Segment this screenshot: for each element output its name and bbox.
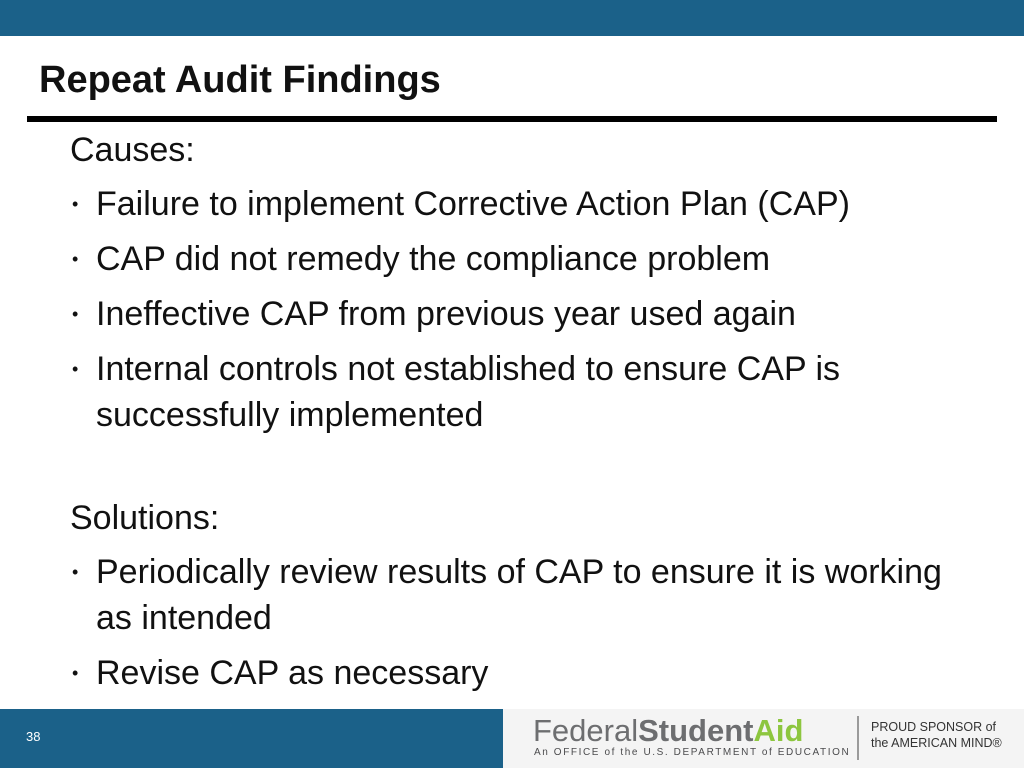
solutions-list (70, 549, 970, 696)
list-item (70, 549, 970, 641)
causes-list (70, 181, 970, 438)
footer-branding (503, 709, 1024, 768)
logo-tagline: An OFFICE of the U.S. DEPARTMENT of EDUCATION (534, 747, 851, 758)
list-item-text: Ineffective CAP from previous year used again (96, 295, 796, 333)
sponsor-line-2: the AMERICAN MIND® (871, 736, 1002, 750)
slide-body (70, 128, 970, 696)
causes-heading: Causes: (70, 131, 195, 169)
list-item (70, 346, 970, 438)
list-item (70, 650, 970, 696)
bullet-icon: • (72, 562, 79, 582)
list-item (70, 181, 970, 227)
bullet-icon: • (72, 304, 79, 324)
list-item-text: Internal controls not established to ensure CAP is successfully implemented (96, 350, 841, 434)
logo-divider (857, 716, 859, 760)
slide-title: Repeat Audit Findings (39, 59, 441, 101)
bullet-icon: • (72, 249, 79, 269)
top-banner (0, 0, 1024, 36)
logo-student-text: Student (638, 713, 754, 748)
bullet-icon: • (72, 359, 79, 379)
list-item-text: CAP did not remedy the compliance problem (96, 240, 771, 278)
bullet-icon: • (72, 663, 79, 683)
footer (0, 709, 1024, 768)
list-item (70, 236, 970, 282)
sponsor-line-1: PROUD SPONSOR of (871, 720, 997, 734)
list-item (70, 291, 970, 337)
logo-federal-text: Federal (533, 713, 639, 748)
list-item-text: Revise CAP as necessary (96, 654, 489, 692)
footer-bar (0, 709, 503, 768)
federal-student-aid-logo (533, 713, 853, 765)
list-item-text: Periodically review results of CAP to ensure it is working as intended (96, 553, 942, 637)
logo-aid-text: Aid (753, 713, 804, 748)
sponsor-badge (871, 719, 1002, 751)
list-item-text: Failure to implement Corrective Action Plan (CAP) (96, 185, 850, 223)
title-underline (27, 116, 997, 122)
solutions-heading: Solutions: (70, 499, 220, 537)
page-number: 38 (26, 729, 41, 744)
bullet-icon: • (72, 194, 79, 214)
